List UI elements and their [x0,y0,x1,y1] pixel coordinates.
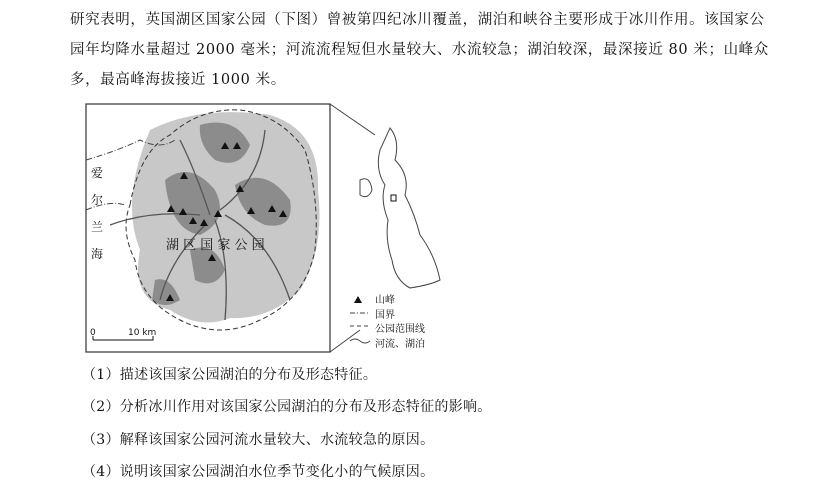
sea-label-char: 海 [91,247,104,261]
question-4: （4）说明该国家公园湖泊水位季节变化小的气候原因。 [82,464,435,480]
passage-line-2: 园年均降水量超过 2000 毫米；河流流程短但水量较大、水流较急；湖泊较深，最深接近 80 米；山峰众 [70,42,769,58]
question-2: （2）分析冰川作用对该国家公园湖泊的分布及形态特征的影响。 [82,399,492,415]
scale-label: 10 km [128,328,157,338]
park-label: 湖 区 国 家 公 园 [166,238,265,253]
scale-zero: 0 [90,328,96,338]
inset-connector [330,104,375,352]
legend-park-boundary: 公园范围线 [375,324,425,335]
passage-line-3: 多，最高峰海拔接近 1000 米。 [70,72,286,88]
sea-label-char: 尔 [91,193,104,207]
question-1: （1）描述该国家公园湖泊的分布及形态特征。 [82,367,378,383]
legend-peak: 山峰 [375,295,395,306]
sea-label-char: 爱 [91,166,104,180]
inset-location-box [391,195,396,201]
legend-river-lake: 河流、湖泊 [375,338,425,350]
river-lake-icon [350,339,370,343]
uk-outline [378,128,440,288]
question-3: （3）解释该国家公园河流水量较大、水流较急的原因。 [82,432,435,448]
ireland-outline [360,179,372,197]
triangle-icon [354,296,362,303]
sea-label-char: 兰 [91,220,104,234]
passage-line-1: 研究表明，英国湖区国家公园（下图）曾被第四纪冰川覆盖，湖泊和峡谷主要形成于冰川作用。该国家公 [70,12,765,28]
legend-border: 国界 [375,309,395,321]
